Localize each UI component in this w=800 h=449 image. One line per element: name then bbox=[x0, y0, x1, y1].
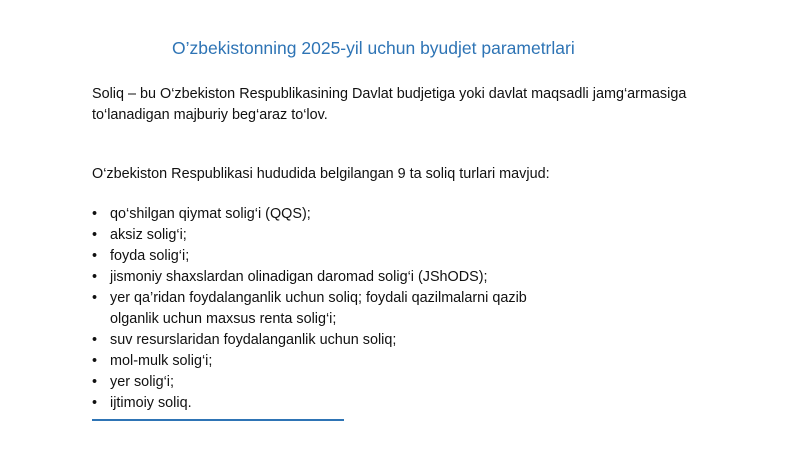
list-item bbox=[92, 288, 527, 330]
bullet-icon: • bbox=[92, 395, 98, 411]
tax-type-label: ijtimoiy soliq. bbox=[110, 395, 192, 411]
list-item bbox=[92, 351, 527, 372]
tax-type-label: foyda solig‘i; bbox=[110, 248, 190, 264]
list-item bbox=[92, 330, 527, 351]
list-item bbox=[92, 372, 527, 393]
bullet-icon: • bbox=[92, 248, 98, 264]
tax-type-label-continuation: olganlik uchun maxsus renta solig‘i; bbox=[110, 311, 337, 327]
list-item bbox=[92, 267, 527, 288]
tax-type-label: suv resurslaridan foydalanganlik uchun soliq; bbox=[110, 332, 397, 348]
tax-type-label: mol-mulk solig‘i; bbox=[110, 353, 213, 369]
bullet-icon: • bbox=[92, 290, 98, 306]
tax-type-label: yer solig‘i; bbox=[110, 374, 174, 390]
bullet-icon: • bbox=[92, 374, 98, 390]
tax-types-list bbox=[92, 204, 527, 414]
list-item bbox=[92, 246, 527, 267]
list-item bbox=[92, 204, 527, 225]
bullet-icon: • bbox=[92, 332, 98, 348]
tax-type-label: jismoniy shaxslardan olinadigan daromad solig‘i (JShODS); bbox=[110, 269, 488, 285]
slide-title: O’zbekistonning 2025-yil uchun byudjet parametrlari bbox=[172, 38, 575, 58]
list-item bbox=[92, 393, 527, 414]
tax-type-label: qo‘shilgan qiymat solig‘i (QQS); bbox=[110, 206, 311, 222]
tax-type-label: aksiz solig‘i; bbox=[110, 227, 187, 243]
list-item bbox=[92, 225, 527, 246]
bullet-icon: • bbox=[92, 269, 98, 285]
tax-type-label: yer qa’ridan foydalanganlik uchun soliq; foydali qazilmalarni qazib bbox=[110, 290, 527, 306]
bullet-icon: • bbox=[92, 227, 98, 243]
accent-divider bbox=[92, 419, 344, 421]
tax-definition: Soliq – bu O‘zbekiston Respublikasining Davlat budjetiga yoki davlat maqsadli jamg‘armasiga to‘lanadigan majburiy beg‘araz to‘lov. bbox=[92, 86, 687, 123]
bullet-icon: • bbox=[92, 206, 98, 222]
bullet-icon: • bbox=[92, 353, 98, 369]
tax-types-intro: O‘zbekiston Respublikasi hududida belgilangan 9 ta soliq turlari mavjud: bbox=[92, 166, 550, 182]
